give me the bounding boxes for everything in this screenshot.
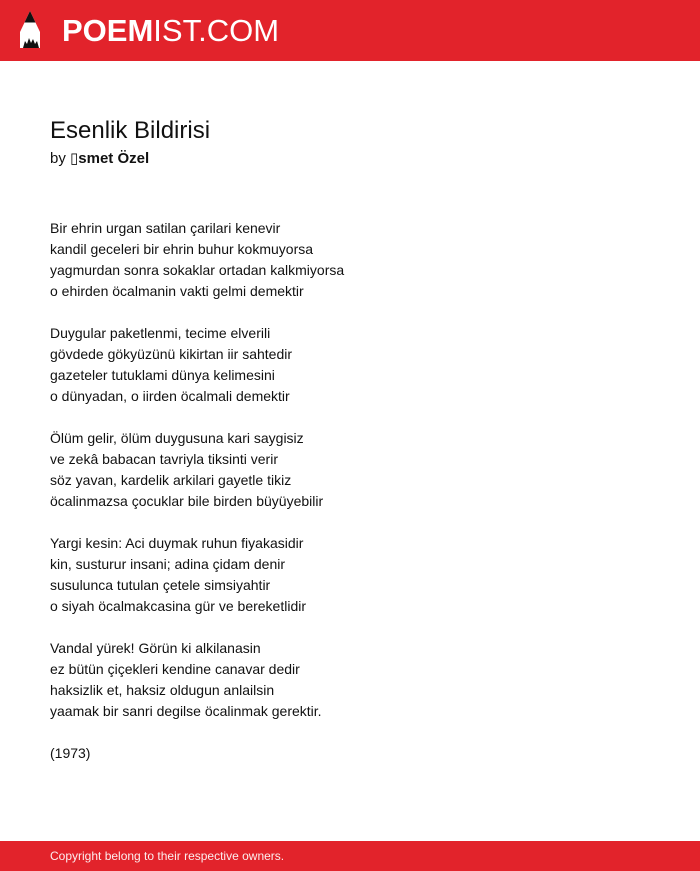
- poem-line: kin, susturur insani; adina çidam denir: [50, 556, 286, 572]
- pencil-logo-icon: [18, 10, 42, 50]
- poem-year: (1973): [50, 745, 91, 761]
- poem-line: Ölüm gelir, ölüm duygusuna kari saygisiz: [50, 430, 304, 446]
- site-logo-link[interactable]: [62, 12, 279, 50]
- site-header: [0, 0, 700, 61]
- by-label: by: [50, 150, 66, 167]
- poem-line: söz yavan, kardelik arkilari gayetle tikiz: [50, 472, 292, 488]
- poem-line: yagmurdan sonra sokaklar ortadan kalkmiyorsa: [50, 262, 345, 278]
- poem-line: gazeteler tutuklami dünya kelimesini: [50, 367, 275, 383]
- poem-line: susulunca tutulan çetele simsiyahtir: [50, 577, 271, 593]
- poem-line: ve zekâ babacan tavriyla tiksinti verir: [50, 451, 278, 467]
- poem-line: Yargi kesin: Aci duymak ruhun fiyakasidir: [50, 535, 304, 551]
- poem-stanza: [50, 533, 650, 617]
- poem-stanza: [50, 218, 650, 302]
- poem-stanza: [50, 428, 650, 512]
- poem-line: ez bütün çiçekleri kendine canavar dedir: [50, 661, 300, 677]
- poem-byline: [50, 149, 149, 169]
- poem-line: Bir ehrin urgan satilan çarilari kenevir: [50, 220, 281, 236]
- poem-line: o ehirden öcalmanin vakti gelmi demektir: [50, 283, 304, 299]
- poem-line: öcalinmazsa çocuklar bile birden büyüyebilir: [50, 493, 324, 509]
- poem-line: o dünyadan, o iirden öcalmali demektir: [50, 388, 290, 404]
- poem-body: [50, 218, 650, 764]
- poem-line: kandil geceleri bir ehrin buhur kokmuyorsa: [50, 241, 314, 257]
- poem-stanza: [50, 638, 650, 722]
- poem-line: yaamak bir sanri degilse öcalinmak gerektir.: [50, 703, 322, 719]
- site-footer: [0, 841, 700, 871]
- author-name: [70, 150, 149, 167]
- poem-line: gövdede gökyüzünü kikirtan iir sahtedir: [50, 346, 293, 362]
- poem-line: Duygular paketlenmi, tecime elverili: [50, 325, 271, 341]
- brand-name-bold: POEM: [62, 13, 154, 48]
- missing-glyph: ▯: [70, 150, 79, 167]
- poem-line: Vandal yürek! Görün ki alkilanasin: [50, 640, 261, 656]
- poem-line: haksizlik et, haksiz oldugun anlailsin: [50, 682, 275, 698]
- author-name-text: smet Özel: [78, 150, 150, 167]
- brand-name-light: IST.COM: [153, 13, 280, 48]
- poem-line: o siyah öcalmakcasina gür ve bereketlidir: [50, 598, 307, 614]
- copyright-notice: Copyright belong to their respective owners.: [50, 849, 285, 863]
- poem-stanza: [50, 323, 650, 407]
- poem-title: Esenlik Bildirisi: [50, 117, 211, 144]
